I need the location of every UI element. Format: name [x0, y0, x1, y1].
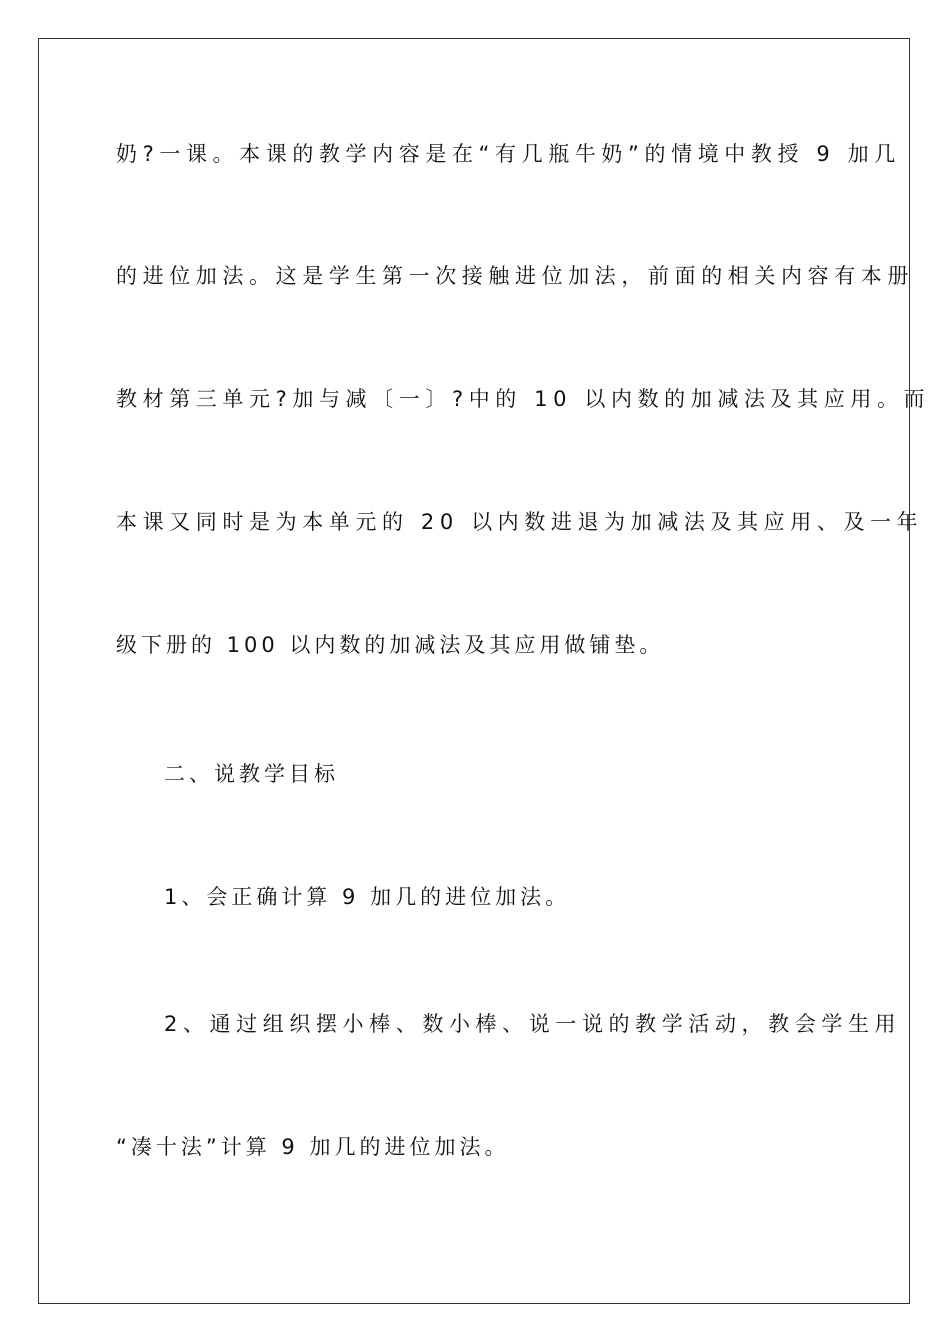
page-border	[38, 38, 931, 1304]
paragraph-line-2: 的进位加法。这是学生第一次接触进位加法，前面的相关内容有本册	[116, 264, 914, 288]
paragraph-line-1: 奶?一课。本课的教学内容是在“有几瓶牛奶”的情境中教授 9 加几	[116, 142, 901, 166]
goal-item-1: 1、会正确计算 9 加几的进位加法。	[164, 885, 571, 909]
paragraph-line-3: 教材第三单元?加与减〔一〕?中的 10 以内数的加减法及其应用。而	[116, 387, 931, 411]
section-heading: 二、说教学目标	[164, 762, 339, 786]
goal-item-2-line-2: “凑十法”计算 9 加几的进位加法。	[116, 1135, 510, 1159]
paragraph-line-4: 本课又同时是为本单元的 20 以内数进退为加减法及其应用、及一年	[116, 510, 924, 534]
paragraph-line-5: 级下册的 100 以内数的加减法及其应用做铺垫。	[116, 633, 665, 657]
goal-item-2-line-1: 2、通过组织摆小棒、数小棒、说一说的教学活动，教会学生用	[164, 1012, 902, 1036]
